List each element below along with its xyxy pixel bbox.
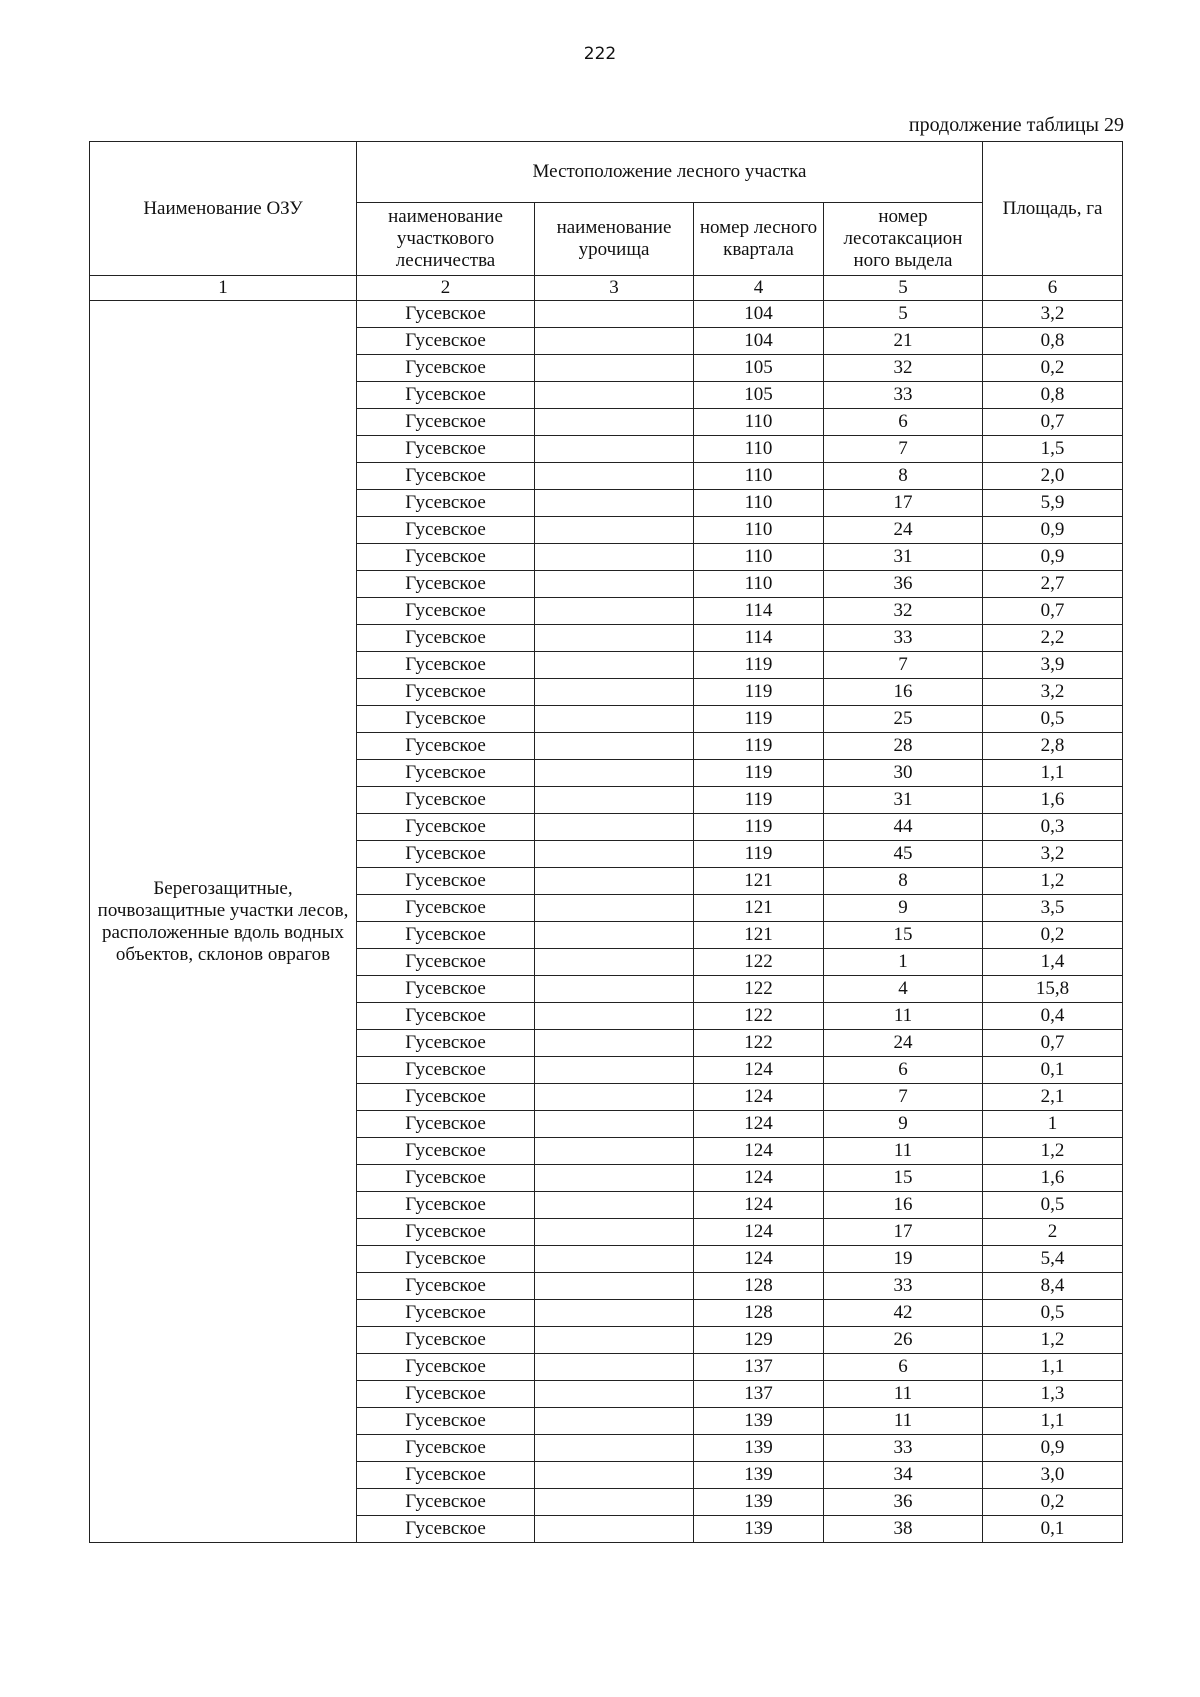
quarter-cell: 124 [694,1192,824,1219]
tract-cell [535,1489,694,1516]
plot-cell: 26 [824,1327,983,1354]
column-number: 3 [535,276,694,301]
plot-cell: 11 [824,1408,983,1435]
forestry-cell: Гусевское [357,571,535,598]
plot-cell: 7 [824,1084,983,1111]
forestry-cell: Гусевское [357,1057,535,1084]
quarter-cell: 124 [694,1084,824,1111]
tract-cell [535,1111,694,1138]
plot-cell: 34 [824,1462,983,1489]
tract-cell [535,949,694,976]
area-cell: 0,8 [983,328,1123,355]
area-cell: 1,6 [983,1165,1123,1192]
tract-cell [535,544,694,571]
forestry-cell: Гусевское [357,1138,535,1165]
area-cell: 0,7 [983,598,1123,625]
plot-cell: 6 [824,409,983,436]
plot-cell: 8 [824,463,983,490]
tract-cell [535,1192,694,1219]
tract-cell [535,679,694,706]
forestry-cell: Гусевское [357,679,535,706]
forestry-cell: Гусевское [357,328,535,355]
area-cell: 0,3 [983,814,1123,841]
forestry-cell: Гусевское [357,382,535,409]
plot-cell: 24 [824,517,983,544]
quarter-cell: 110 [694,571,824,598]
area-cell: 5,4 [983,1246,1123,1273]
quarter-cell: 128 [694,1300,824,1327]
quarter-cell: 110 [694,463,824,490]
tract-cell [535,841,694,868]
area-cell: 0,7 [983,1030,1123,1057]
header-plot: номер лесотаксацион ного выдела [824,203,983,276]
forestry-cell: Гусевское [357,1354,535,1381]
tract-cell [535,463,694,490]
plot-cell: 7 [824,436,983,463]
tract-cell [535,409,694,436]
forestry-cell: Гусевское [357,1003,535,1030]
tract-cell [535,706,694,733]
area-cell: 0,1 [983,1516,1123,1543]
quarter-cell: 114 [694,625,824,652]
table-body [90,301,1123,1543]
forestry-cell: Гусевское [357,1381,535,1408]
quarter-cell: 139 [694,1516,824,1543]
plot-cell: 31 [824,544,983,571]
area-cell: 3,0 [983,1462,1123,1489]
quarter-cell: 139 [694,1462,824,1489]
area-cell: 2,7 [983,571,1123,598]
tract-cell [535,1354,694,1381]
forestry-cell: Гусевское [357,841,535,868]
forestry-cell: Гусевское [357,1084,535,1111]
plot-cell: 4 [824,976,983,1003]
plot-cell: 11 [824,1381,983,1408]
tract-cell [535,922,694,949]
area-cell: 1,1 [983,1354,1123,1381]
quarter-cell: 121 [694,868,824,895]
tract-cell [535,571,694,598]
plot-cell: 6 [824,1354,983,1381]
forestry-cell: Гусевское [357,733,535,760]
quarter-cell: 137 [694,1354,824,1381]
tract-cell [535,1462,694,1489]
tract-cell [535,598,694,625]
tract-cell [535,517,694,544]
forestry-cell: Гусевское [357,1246,535,1273]
area-cell: 3,2 [983,679,1123,706]
quarter-cell: 119 [694,814,824,841]
quarter-cell: 139 [694,1435,824,1462]
quarter-cell: 104 [694,301,824,328]
quarter-cell: 119 [694,760,824,787]
header-area: Площадь, га [983,142,1123,276]
plot-cell: 33 [824,625,983,652]
area-cell: 15,8 [983,976,1123,1003]
quarter-cell: 122 [694,1030,824,1057]
forestry-cell: Гусевское [357,949,535,976]
plot-cell: 45 [824,841,983,868]
area-cell: 8,4 [983,1273,1123,1300]
area-cell: 2,8 [983,733,1123,760]
tract-cell [535,1300,694,1327]
forestry-cell: Гусевское [357,598,535,625]
ozu-name-cell: Берегозащитные, почвозащитные участки лесов, расположенные вдоль водных объектов, склонов оврагов [90,301,357,1543]
column-number: 5 [824,276,983,301]
tract-cell [535,382,694,409]
forestry-cell: Гусевское [357,355,535,382]
tract-cell [535,1408,694,1435]
header-location: Местоположение лесного участка [357,142,983,203]
tract-cell [535,976,694,1003]
area-cell: 0,2 [983,355,1123,382]
tract-cell [535,787,694,814]
plot-cell: 33 [824,1273,983,1300]
quarter-cell: 139 [694,1408,824,1435]
tract-cell [535,1030,694,1057]
area-cell: 3,2 [983,841,1123,868]
forestry-cell: Гусевское [357,1300,535,1327]
plot-cell: 11 [824,1003,983,1030]
plot-cell: 11 [824,1138,983,1165]
forestry-cell: Гусевское [357,1219,535,1246]
area-cell: 0,9 [983,1435,1123,1462]
area-cell: 3,5 [983,895,1123,922]
forestry-cell: Гусевское [357,1435,535,1462]
quarter-cell: 124 [694,1138,824,1165]
plot-cell: 44 [824,814,983,841]
forestry-cell: Гусевское [357,1462,535,1489]
area-cell: 0,9 [983,544,1123,571]
forestry-cell: Гусевское [357,1273,535,1300]
area-cell: 1,1 [983,1408,1123,1435]
tract-cell [535,328,694,355]
tract-cell [535,895,694,922]
plot-cell: 28 [824,733,983,760]
tract-cell [535,301,694,328]
plot-cell: 21 [824,328,983,355]
area-cell: 0,5 [983,1192,1123,1219]
area-cell: 1,3 [983,1381,1123,1408]
quarter-cell: 124 [694,1111,824,1138]
area-cell: 0,8 [983,382,1123,409]
column-number: 6 [983,276,1123,301]
plot-cell: 6 [824,1057,983,1084]
area-cell: 0,5 [983,1300,1123,1327]
area-cell: 0,4 [983,1003,1123,1030]
tract-cell [535,760,694,787]
area-cell: 5,9 [983,490,1123,517]
quarter-cell: 110 [694,517,824,544]
header-ozu-name: Наименование ОЗУ [90,142,357,276]
forestry-cell: Гусевское [357,625,535,652]
quarter-cell: 124 [694,1165,824,1192]
plot-cell: 31 [824,787,983,814]
header-forestry: наименование участкового лесничества [357,203,535,276]
forestry-cell: Гусевское [357,517,535,544]
forestry-cell: Гусевское [357,760,535,787]
quarter-cell: 129 [694,1327,824,1354]
plot-cell: 8 [824,868,983,895]
plot-cell: 5 [824,301,983,328]
plot-cell: 32 [824,355,983,382]
quarter-cell: 122 [694,1003,824,1030]
forestry-cell: Гусевское [357,895,535,922]
tract-cell [535,1246,694,1273]
plot-cell: 30 [824,760,983,787]
area-cell: 2 [983,1219,1123,1246]
area-cell: 0,9 [983,517,1123,544]
plot-cell: 7 [824,652,983,679]
plot-cell: 42 [824,1300,983,1327]
plot-cell: 32 [824,598,983,625]
area-cell: 1,2 [983,1327,1123,1354]
area-cell: 1,1 [983,760,1123,787]
area-cell: 3,9 [983,652,1123,679]
tract-cell [535,1435,694,1462]
tract-cell [535,1273,694,1300]
area-cell: 3,2 [983,301,1123,328]
quarter-cell: 122 [694,949,824,976]
quarter-cell: 105 [694,355,824,382]
area-cell: 1,2 [983,868,1123,895]
tract-cell [535,355,694,382]
quarter-cell: 122 [694,976,824,1003]
quarter-cell: 139 [694,1489,824,1516]
area-cell: 2,2 [983,625,1123,652]
tract-cell [535,1138,694,1165]
quarter-cell: 124 [694,1246,824,1273]
tract-cell [535,490,694,517]
forestry-cell: Гусевское [357,976,535,1003]
quarter-cell: 104 [694,328,824,355]
plot-cell: 36 [824,1489,983,1516]
tract-cell [535,1516,694,1543]
tract-cell [535,733,694,760]
forestry-cell: Гусевское [357,1192,535,1219]
plot-cell: 9 [824,895,983,922]
column-numbers-row [90,276,1123,301]
plot-cell: 24 [824,1030,983,1057]
quarter-cell: 114 [694,598,824,625]
tract-cell [535,1084,694,1111]
forestry-cell: Гусевское [357,544,535,571]
area-cell: 0,5 [983,706,1123,733]
forestry-cell: Гусевское [357,490,535,517]
plot-cell: 19 [824,1246,983,1273]
tract-cell [535,652,694,679]
forestry-cell: Гусевское [357,436,535,463]
tract-cell [535,1219,694,1246]
plot-cell: 15 [824,1165,983,1192]
forest-plots-table [89,141,1123,1543]
quarter-cell: 110 [694,436,824,463]
forestry-cell: Гусевское [357,1111,535,1138]
column-number: 4 [694,276,824,301]
area-cell: 0,7 [983,409,1123,436]
forestry-cell: Гусевское [357,1489,535,1516]
forestry-cell: Гусевское [357,1516,535,1543]
header-quarter: номер лесного квартала [694,203,824,276]
forestry-cell: Гусевское [357,409,535,436]
plot-cell: 9 [824,1111,983,1138]
quarter-cell: 119 [694,652,824,679]
quarter-cell: 119 [694,733,824,760]
plot-cell: 17 [824,1219,983,1246]
tract-cell [535,1381,694,1408]
quarter-cell: 119 [694,787,824,814]
forestry-cell: Гусевское [357,706,535,733]
tract-cell [535,1057,694,1084]
plot-cell: 33 [824,382,983,409]
plot-cell: 17 [824,490,983,517]
forestry-cell: Гусевское [357,1165,535,1192]
plot-cell: 1 [824,949,983,976]
page-number: 222 [583,44,617,64]
plot-cell: 15 [824,922,983,949]
area-cell: 1,2 [983,1138,1123,1165]
quarter-cell: 124 [694,1219,824,1246]
plot-cell: 16 [824,1192,983,1219]
table-row [90,301,1123,328]
quarter-cell: 110 [694,490,824,517]
tract-cell [535,1165,694,1192]
tract-cell [535,1327,694,1354]
quarter-cell: 119 [694,841,824,868]
plot-cell: 25 [824,706,983,733]
table-caption: продолжение таблицы 29 [908,114,1124,136]
area-cell: 2,1 [983,1084,1123,1111]
quarter-cell: 119 [694,706,824,733]
forestry-cell: Гусевское [357,463,535,490]
area-cell: 0,2 [983,922,1123,949]
quarter-cell: 137 [694,1381,824,1408]
forestry-cell: Гусевское [357,868,535,895]
area-cell: 0,2 [983,1489,1123,1516]
area-cell: 1,5 [983,436,1123,463]
quarter-cell: 128 [694,1273,824,1300]
quarter-cell: 110 [694,409,824,436]
forestry-cell: Гусевское [357,1030,535,1057]
quarter-cell: 105 [694,382,824,409]
quarter-cell: 110 [694,544,824,571]
area-cell: 1,4 [983,949,1123,976]
forestry-cell: Гусевское [357,652,535,679]
forestry-cell: Гусевское [357,922,535,949]
area-cell: 0,1 [983,1057,1123,1084]
forestry-cell: Гусевское [357,787,535,814]
forestry-cell: Гусевское [357,814,535,841]
tract-cell [535,625,694,652]
plot-cell: 38 [824,1516,983,1543]
forestry-cell: Гусевское [357,1327,535,1354]
area-cell: 2,0 [983,463,1123,490]
quarter-cell: 121 [694,922,824,949]
header-tract: наименование урочища [535,203,694,276]
plot-cell: 16 [824,679,983,706]
forestry-cell: Гусевское [357,1408,535,1435]
area-cell: 1,6 [983,787,1123,814]
quarter-cell: 124 [694,1057,824,1084]
column-number: 1 [90,276,357,301]
table-header [90,142,1123,301]
plot-cell: 36 [824,571,983,598]
tract-cell [535,814,694,841]
column-number: 2 [357,276,535,301]
tract-cell [535,1003,694,1030]
plot-cell: 33 [824,1435,983,1462]
quarter-cell: 121 [694,895,824,922]
tract-cell [535,436,694,463]
tract-cell [535,868,694,895]
area-cell: 1 [983,1111,1123,1138]
forestry-cell: Гусевское [357,301,535,328]
quarter-cell: 119 [694,679,824,706]
